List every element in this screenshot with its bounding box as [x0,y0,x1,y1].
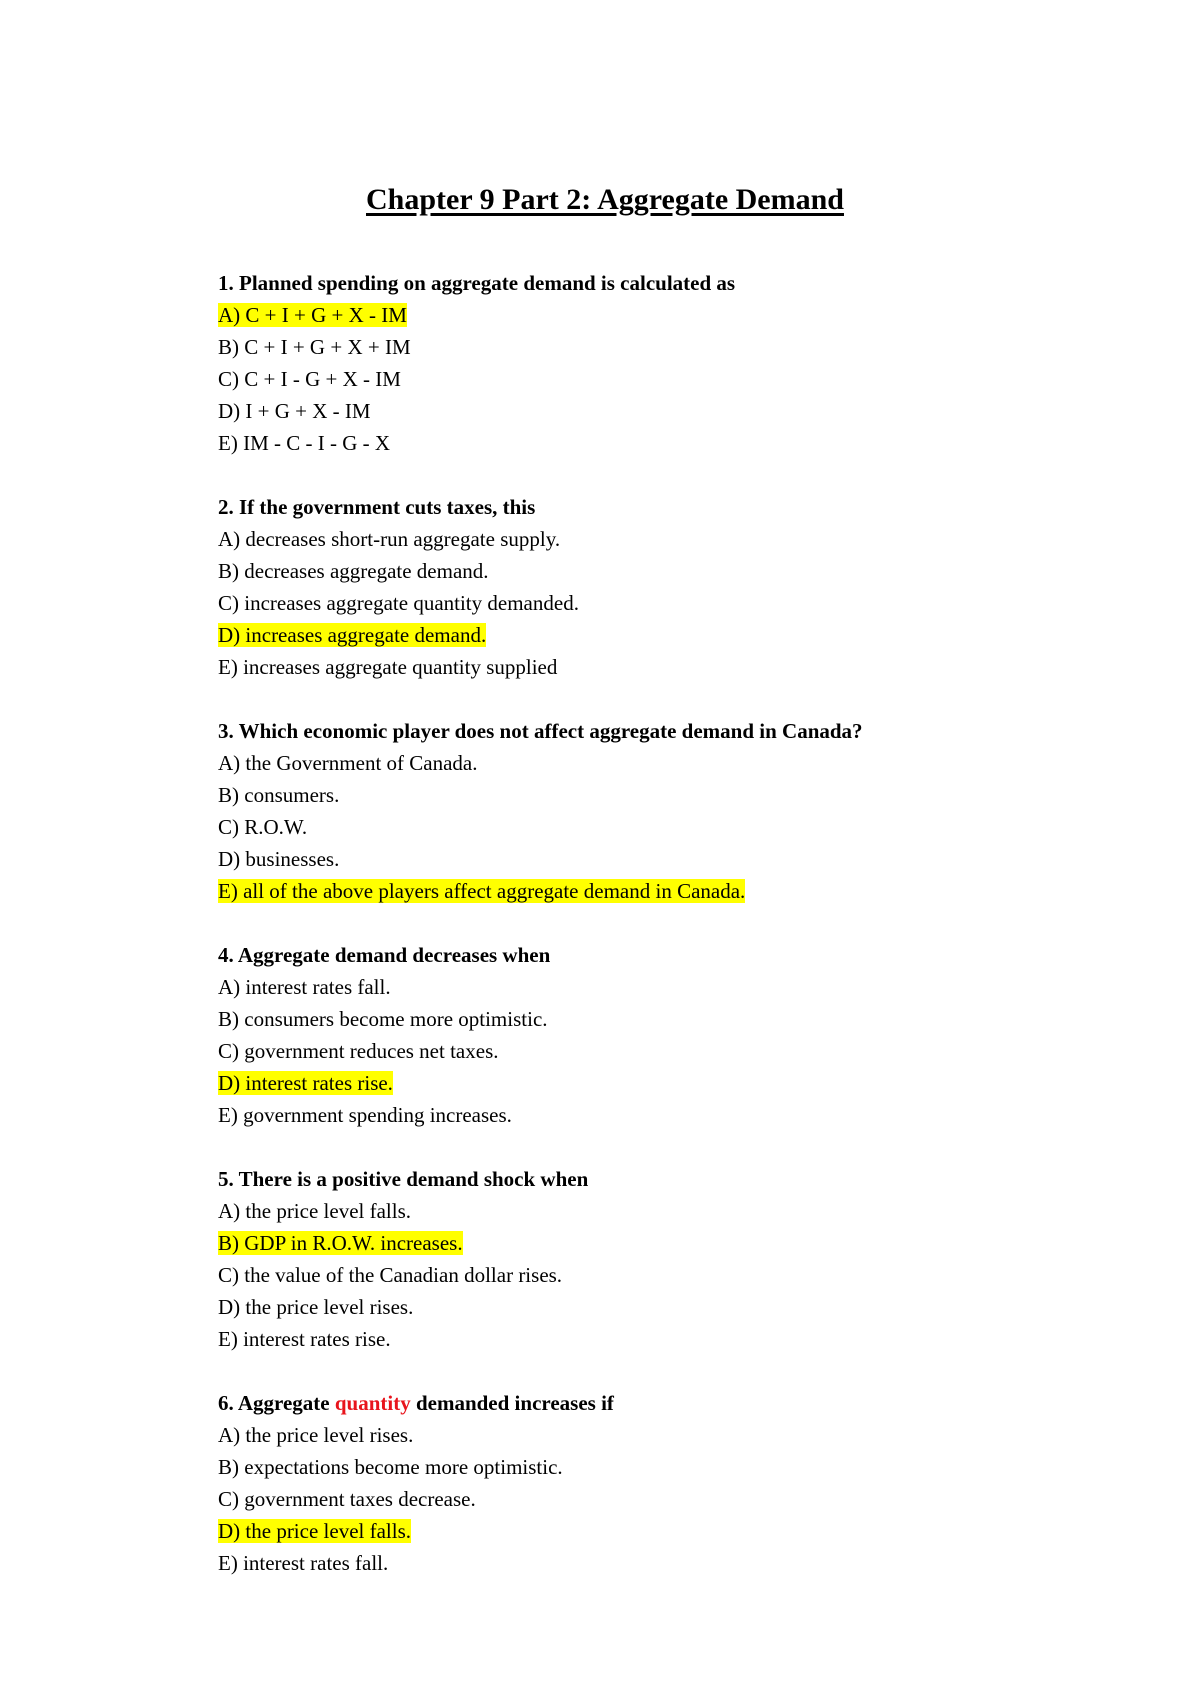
option-c: C) increases aggregate quantity demanded. [218,591,579,615]
option-d: D) the price level rises. [218,1295,414,1319]
option-b-answer: B) GDP in R.O.W. increases. [218,1231,463,1255]
option-d: D) businesses. [218,847,340,871]
question-text [218,1391,614,1415]
option-a: A) the Government of Canada. [218,751,478,775]
option-b: B) consumers. [218,783,340,807]
option-c: C) government reduces net taxes. [218,1039,499,1063]
question-text-before: 6. Aggregate [218,1391,335,1415]
question-text: 5. There is a positive demand shock when [218,1167,589,1191]
option-a: A) the price level falls. [218,1199,411,1223]
page-title: Chapter 9 Part 2: Aggregate Demand [366,183,844,216]
option-d: D) I + G + X - IM [218,399,371,423]
option-d-answer: D) interest rates rise. [218,1071,393,1095]
question-3 [218,715,1118,907]
option-e: E) interest rates rise. [218,1327,391,1351]
option-a: A) the price level rises. [218,1423,414,1447]
option-c: C) the value of the Canadian dollar rises. [218,1263,563,1287]
question-text: 2. If the government cuts taxes, this [218,495,536,519]
option-a: A) decreases short-run aggregate supply. [218,527,561,551]
option-b: B) decreases aggregate demand. [218,559,489,583]
option-b: B) C + I + G + X + IM [218,335,411,359]
question-text: 3. Which economic player does not affect aggregate demand in Canada? [218,719,863,743]
question-6 [218,1387,1118,1579]
question-4 [218,939,1118,1131]
question-5 [218,1163,1118,1355]
question-list [218,267,1118,1611]
option-c: C) C + I - G + X - IM [218,367,401,391]
option-e-answer: E) all of the above players affect aggregate demand in Canada. [218,879,746,903]
option-c: C) government taxes decrease. [218,1487,476,1511]
question-text-emphasis: quantity [334,1391,411,1415]
option-d-answer: D) increases aggregate demand. [218,623,487,647]
option-a-answer: A) C + I + G + X - IM [218,303,407,327]
question-text-after: demanded increases if [410,1391,614,1415]
option-b: B) consumers become more optimistic. [218,1007,548,1031]
option-e: E) government spending increases. [218,1103,512,1127]
option-e: E) IM - C - I - G - X [218,431,391,455]
option-d-answer: D) the price level falls. [218,1519,411,1543]
question-text: 1. Planned spending on aggregate demand is calculated as [218,271,736,295]
option-a: A) interest rates fall. [218,975,391,999]
question-2 [218,491,1118,683]
option-c: C) R.O.W. [218,815,308,839]
option-e: E) interest rates fall. [218,1551,389,1575]
option-e: E) increases aggregate quantity supplied [218,655,558,679]
question-text: 4. Aggregate demand decreases when [218,943,551,967]
question-1 [218,267,1118,459]
option-b: B) expectations become more optimistic. [218,1455,563,1479]
